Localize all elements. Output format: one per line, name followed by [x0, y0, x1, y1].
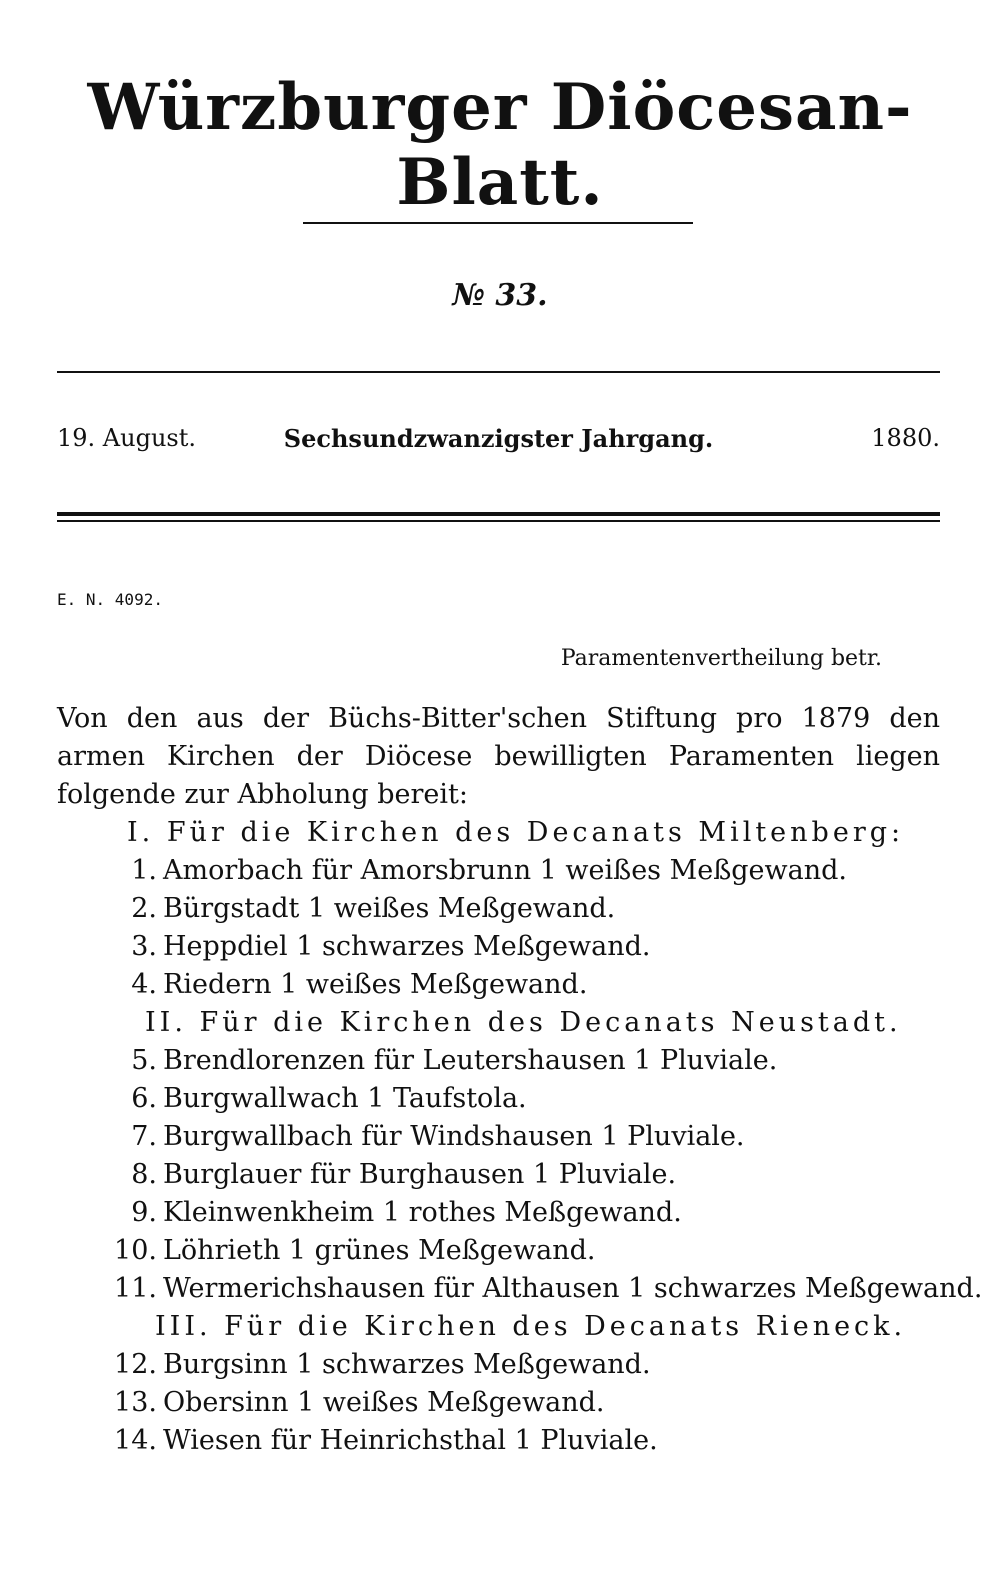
- masthead-title: Würzburger Diöcesan-Blatt.: [87, 70, 913, 220]
- issue-number: № 33.: [452, 278, 548, 313]
- article-subject: Paramentenvertheilung betr.: [560, 646, 882, 671]
- masthead-divider: [303, 222, 693, 224]
- list-item: 10. Löhrieth 1 grünes Meßgewand.: [114, 1235, 596, 1266]
- list-item: 6. Burgwallwach 1 Taufstola.: [131, 1083, 527, 1114]
- list-item: 8. Burglauer für Burghausen 1 Pluviale.: [131, 1159, 677, 1190]
- list-item: 9. Kleinwenkheim 1 rothes Meßgewand.: [131, 1197, 682, 1228]
- article-intro: Von den aus der Büchs-Bitter'schen Stiftung pro 1879 den armen Kirchen der Diöcese bewilligten Paramenten liegen folgende zur Abholung bereit:: [57, 703, 940, 810]
- list-item: 13. Obersinn 1 weißes Meßgewand.: [114, 1387, 605, 1418]
- list-item: 3. Heppdiel 1 schwarzes Meßgewand.: [131, 931, 651, 962]
- list-item: 14. Wiesen für Heinrichsthal 1 Pluviale.: [114, 1425, 658, 1456]
- section-heading: III. Für die Kirchen des Decanats Rieneck.: [155, 1311, 907, 1342]
- paramente-list: [57, 814, 983, 1460]
- issue-date: 19. August.: [57, 424, 196, 452]
- dateline-bottom-rule: [57, 512, 940, 516]
- issue-year: 1880.: [871, 424, 940, 452]
- section-heading: II. Für die Kirchen des Decanats Neustadt.: [145, 1007, 902, 1038]
- reference-number: E. N. 4092.: [57, 590, 163, 609]
- list-item: 4. Riedern 1 weißes Meßgewand.: [131, 969, 588, 1000]
- list-item: 2. Bürgstadt 1 weißes Meßgewand.: [131, 893, 616, 924]
- section-heading: I. Für die Kirchen des Decanats Miltenberg:: [127, 817, 905, 848]
- dateline-bottom-rule-thin: [57, 520, 940, 522]
- list-item: 5. Brendlorenzen für Leutershausen 1 Pluviale.: [131, 1045, 778, 1076]
- dateline-top-rule: [57, 371, 940, 373]
- dateline: [57, 424, 940, 464]
- volume-label: Sechsundzwanzigster Jahrgang.: [283, 424, 714, 453]
- list-item: 1. Amorbach für Amorsbrunn 1 weißes Meßgewand.: [131, 855, 847, 886]
- list-item: 7. Burgwallbach für Windshausen 1 Pluviale.: [131, 1121, 745, 1152]
- list-item: 11. Wermerichshausen für Althausen 1 schwarzes Meßgewand.: [114, 1273, 983, 1304]
- list-item: 12. Burgsinn 1 schwarzes Meßgewand.: [114, 1349, 651, 1380]
